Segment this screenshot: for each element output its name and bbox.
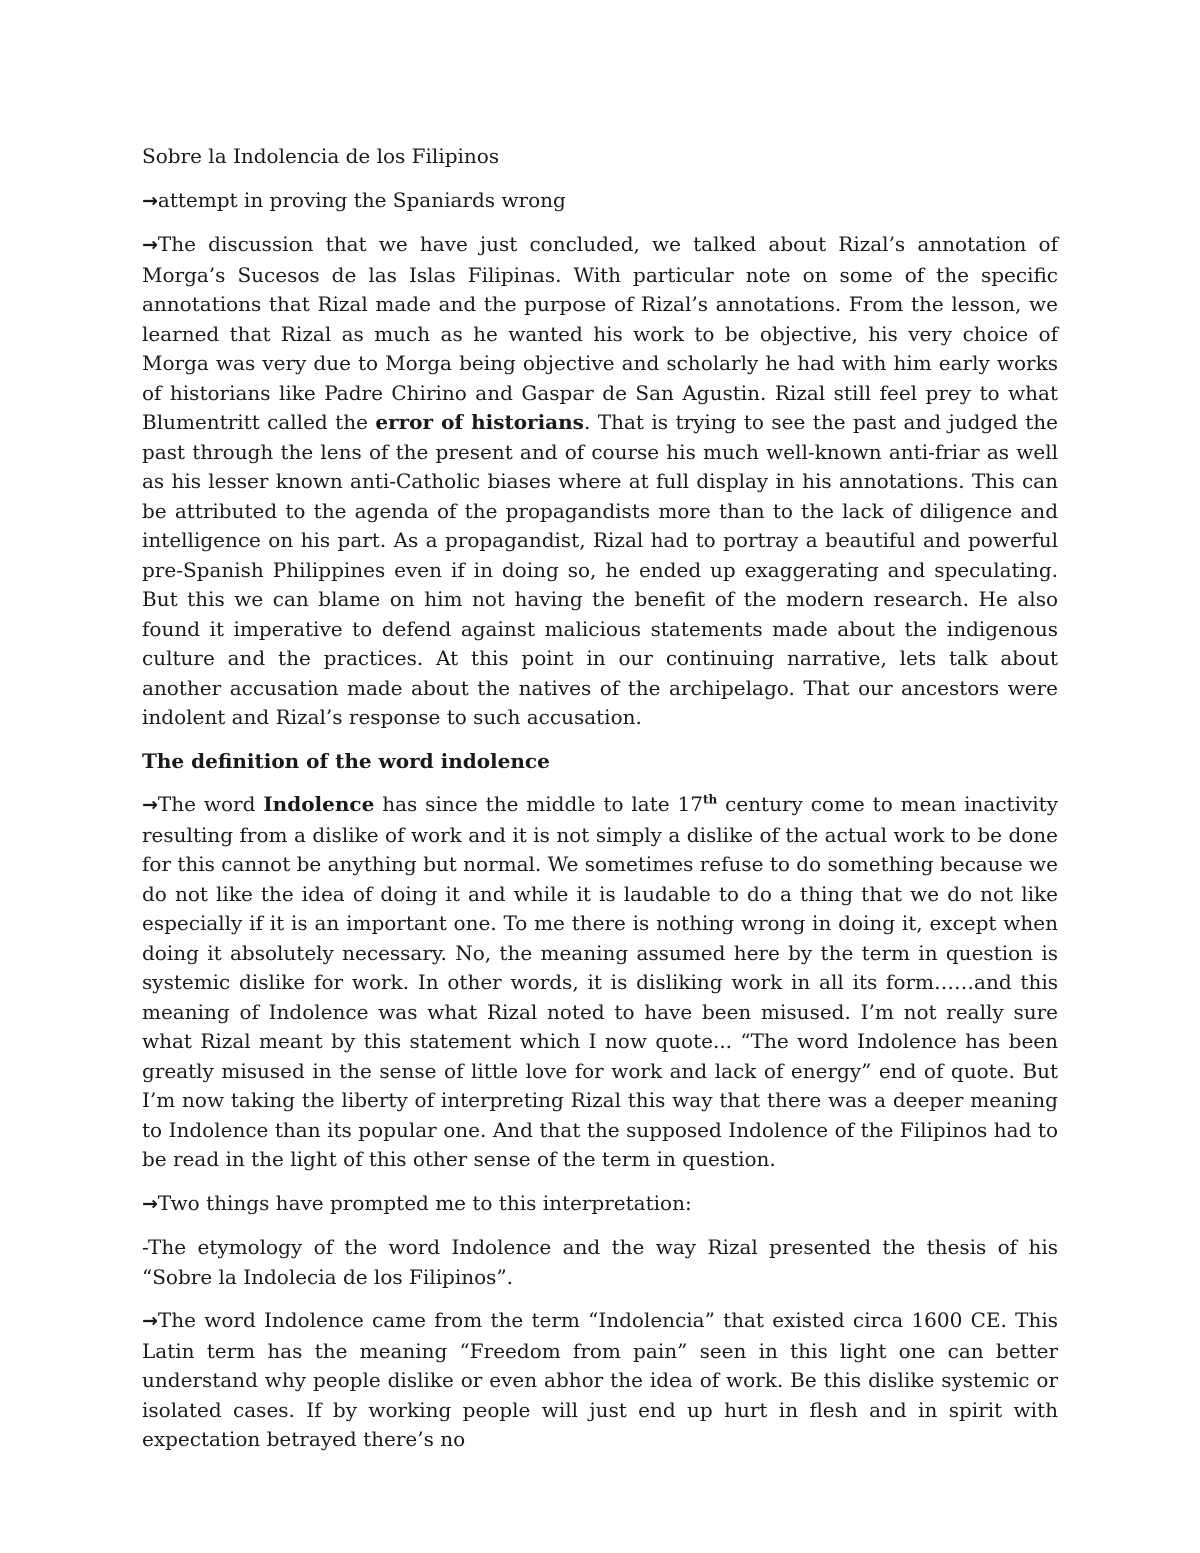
paragraph-discussion-text-2: . That is trying to see the past and judged the past through the lens of the present and of course his much well-known anti-friar as well as his lesser known anti-Catholic biases where at full display in his annotations. This can be attributed to the agenda of the propagandists more than to the lack of diligence and intelligence on his part. As a propagandist, Rizal had to portray a beautiful and powerful pre-Spanish Philippines even if in doing so, he ended up exaggerating and speculating. But this we can blame on him not having the benefit of the modern research. He also found it imperative to defend against malicious statements made about the indigenous culture and the practices. At this point in our continuing narrative, lets talk about another accusation made about the natives of the archipelago. That our ancestors were indolent and Rizal’s response to such accusation. xyxy=(142,410,1059,729)
paragraph-discussion xyxy=(142,230,1058,733)
document-title: Sobre la Indolencia de los Filipinos xyxy=(142,144,500,168)
intro-line-text: attempt in proving the Spaniards wrong xyxy=(157,187,566,212)
intro-line xyxy=(142,186,1058,217)
paragraph-definition-lead: The word xyxy=(157,792,264,816)
arrow-icon: → xyxy=(142,1192,158,1215)
superscript-th: th xyxy=(702,792,718,807)
bold-term-indolence: Indolence xyxy=(263,792,375,816)
paragraph-definition-mid: has since the middle to late 17 xyxy=(374,792,703,816)
bold-term-error-of-historians: error of historians xyxy=(375,410,584,434)
paragraph-latin-term xyxy=(142,1306,1058,1455)
arrow-icon: → xyxy=(142,794,158,816)
paragraph-definition xyxy=(142,790,1058,1175)
interpretation-line-text: Two things have prompted me to this interpretation: xyxy=(157,1190,692,1215)
interpretation-line xyxy=(142,1189,1058,1220)
paragraph-etymology: -The etymology of the word Indolence and the way Rizal presented the thesis of his “Sobre la Indolecia de los Filipinos”. xyxy=(142,1235,1058,1289)
arrow-icon: → xyxy=(142,234,158,256)
arrow-icon: → xyxy=(142,189,158,212)
arrow-icon: → xyxy=(142,1310,158,1332)
paragraph-discussion-text-1: The discussion that we have just concluded, we talked about Rizal’s annotation of Morga’s Sucesos de las Islas Filipinas. With particular note on some of the specific annotations that Rizal made and the purpose of Rizal’s annotations. From the lesson, we learned that Rizal as much as he wanted his work to be objective, his very choice of Morga was very due to Morga being objective and scholarly he had with him early works of historians like Padre Chirino and Gaspar de San Agustin. Rizal still feel prey to what Blumentritt called the xyxy=(142,232,1058,434)
document-body xyxy=(142,142,1058,1469)
section-heading: The definition of the word indolence xyxy=(142,748,550,773)
paragraph-definition-rest: century come to mean inactivity resulting from a dislike of work and it is not simply a dislike of the actual work to be done for this cannot be anything but normal. We sometimes refuse to do something because we do not like the idea of doing it and while it is laudable to do a thing that we do not like especially if it is an important one. To me there is nothing wrong in doing it, except when doing it absolutely necessary. No, the meaning assumed here by the term in question is systemic dislike for work. In other words, it is disliking work in all its form……and this meaning of Indolence was what Rizal noted to have been misused. I’m not really sure what Rizal meant by this statement which I now quote... “The word Indolence has been greatly misused in the sense of little love for work and lack of energy” end of quote. But I’m now taking the liberty of interpreting Rizal this way that there was a deeper meaning to Indolence than its popular one. And that the supposed Indolence of the Filipinos had to be read in the light of this other sense of the term in question. xyxy=(142,792,1059,1171)
paragraph-latin-term-text: The word Indolence came from the term “Indolencia” that existed circa 1600 CE. This Latin term has the meaning “Freedom from pain” seen in this light one can better understand why people dislike or even abhor the idea of work. Be this dislike systemic or isolated cases. If by working people will just end up hurt in flesh and in spirit with expectation betrayed there’s no xyxy=(142,1308,1058,1451)
